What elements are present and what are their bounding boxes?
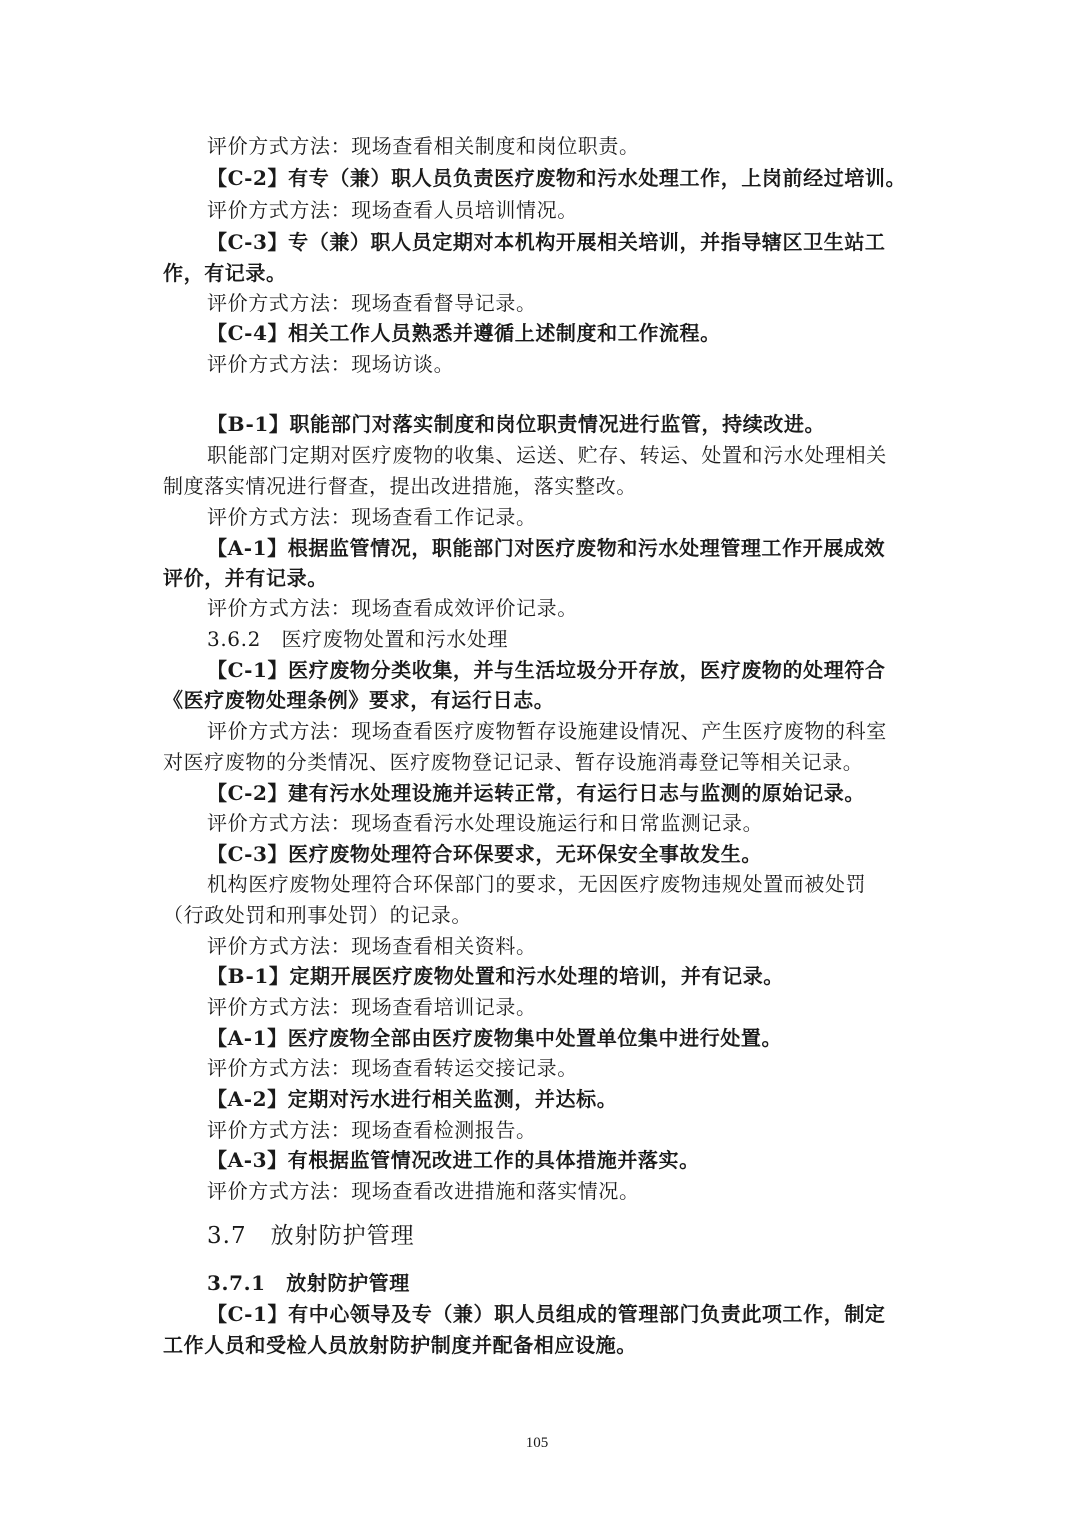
subsection-heading-3-7-1: 3.7.1 放射防护管理 — [207, 1271, 410, 1295]
text-line: 评价方式方法：现场查看相关资料。 — [207, 934, 537, 958]
text-line: 评价方式方法：现场查看污水处理设施运行和日常监测记录。 — [207, 811, 764, 835]
criterion-c1-line-cont: 工作人员和受检人员放射防护制度并配备相应设施。 — [163, 1333, 637, 1357]
criterion-c1-line-cont: 《医疗废物处理条例》要求，有运行日志。 — [163, 688, 555, 712]
text-line: 评价方式方法：现场查看转运交接记录。 — [207, 1056, 578, 1080]
text-line: 评价方式方法：现场查看工作记录。 — [207, 505, 537, 529]
criterion-a3-line: 【A-3】有根据监管情况改进工作的具体措施并落实。 — [207, 1148, 700, 1172]
criterion-a1-line-cont: 评价，并有记录。 — [163, 566, 328, 590]
text-line: 对医疗废物的分类情况、医疗废物登记记录、暂存设施消毒登记等相关记录。 — [163, 750, 864, 774]
section-heading-3-7: 3.7 放射防护管理 — [207, 1223, 415, 1249]
page-number: 105 — [525, 1435, 549, 1451]
text-line: 评价方式方法：现场查看成效评价记录。 — [207, 596, 578, 620]
text-line: 机构医疗废物处理符合环保部门的要求，无因医疗废物违规处置而被处罚 — [207, 872, 867, 896]
text-line: 评价方式方法：现场查看医疗废物暂存设施建设情况、产生医疗废物的科室 — [207, 719, 887, 743]
criterion-c4-line: 【C-4】相关工作人员熟悉并遵循上述制度和工作流程。 — [207, 321, 721, 345]
text-line: 职能部门定期对医疗废物的收集、运送、贮存、转运、处置和污水处理相关 — [207, 443, 887, 467]
criterion-b1-line: 【B-1】定期开展医疗废物处置和污水处理的培训，并有记录。 — [207, 964, 784, 988]
criterion-c3-line-cont: 作，有记录。 — [163, 261, 287, 285]
criterion-c2-line: 【C-2】有专（兼）职人员负责医疗废物和污水处理工作，上岗前经过培训。 — [207, 166, 907, 190]
criterion-a1-line: 【A-1】根据监管情况，职能部门对医疗废物和污水处理管理工作开展成效 — [207, 536, 886, 560]
criterion-b1-line: 【B-1】职能部门对落实制度和岗位职责情况进行监管，持续改进。 — [207, 412, 826, 436]
text-line: 评价方式方法：现场查看培训记录。 — [207, 995, 537, 1019]
criterion-c2-line: 【C-2】建有污水处理设施并运转正常，有运行日志与监测的原始记录。 — [207, 781, 865, 805]
criterion-a1-line: 【A-1】医疗废物全部由医疗废物集中处置单位集中进行处置。 — [207, 1026, 783, 1050]
criterion-c1-line: 【C-1】有中心领导及专（兼）职人员组成的管理部门负责此项工作，制定 — [207, 1302, 886, 1326]
text-line: 评价方式方法：现场查看人员培训情况。 — [207, 198, 578, 222]
text-line: 评价方式方法：现场查看改进措施和落实情况。 — [207, 1179, 640, 1203]
subsection-heading-3-6-2: 3.6.2 医疗废物处置和污水处理 — [207, 627, 509, 651]
text-line: （行政处罚和刑事处罚）的记录。 — [163, 903, 472, 927]
text-line: 评价方式方法：现场查看相关制度和岗位职责。 — [207, 134, 640, 158]
text-line: 评价方式方法：现场查看检测报告。 — [207, 1118, 537, 1142]
criterion-a2-line: 【A-2】定期对污水进行相关监测，并达标。 — [207, 1087, 618, 1111]
criterion-c3-line: 【C-3】专（兼）职人员定期对本机构开展相关培训，并指导辖区卫生站工 — [207, 230, 886, 254]
text-line: 评价方式方法：现场查看督导记录。 — [207, 291, 537, 315]
text-line: 评价方式方法：现场访谈。 — [207, 352, 455, 376]
criterion-c1-line: 【C-1】医疗废物分类收集，并与生活垃圾分开存放，医疗废物的处理符合 — [207, 658, 886, 682]
text-line: 制度落实情况进行督查，提出改进措施，落实整改。 — [163, 474, 637, 498]
criterion-c3-line: 【C-3】医疗废物处理符合环保要求，无环保安全事故发生。 — [207, 842, 762, 866]
